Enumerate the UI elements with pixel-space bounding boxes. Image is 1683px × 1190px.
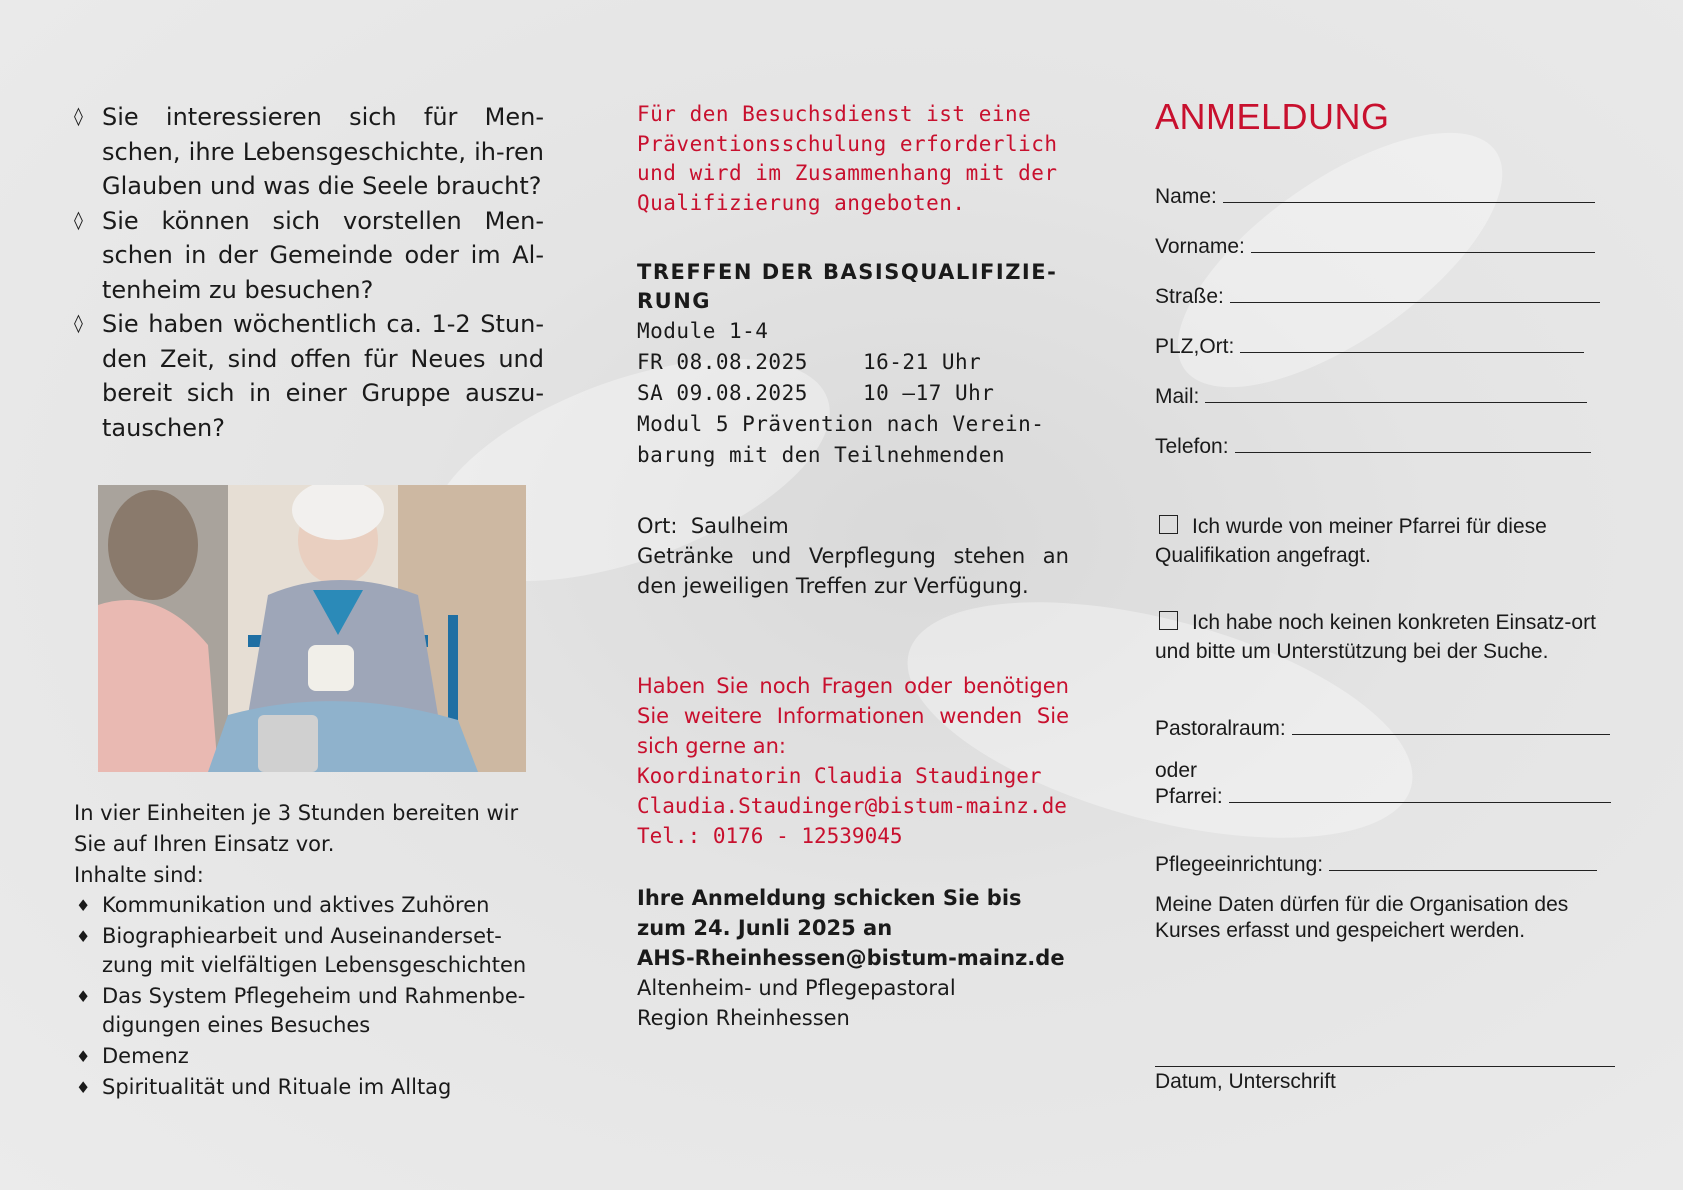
topic-item: ♦ Biographiearbeit und Auseinanderset-zung mit vielfältigen Lebensgeschichten xyxy=(76,924,527,977)
module5-text: Modul 5 Prävention nach Verein-barung mit den Teilnehmenden xyxy=(637,412,1045,467)
column-schedule xyxy=(637,100,1069,1033)
submission-block xyxy=(637,883,1069,1033)
pfarrei-field[interactable]: Pfarrei: xyxy=(1155,784,1625,810)
plz-ort-field[interactable]: PLZ,Ort: xyxy=(1155,322,1625,372)
topic-item: ♦ Kommunikation und aktives Zuhören xyxy=(74,891,544,920)
topic-item: ♦ Demenz xyxy=(74,1042,544,1071)
telefon-input-line[interactable] xyxy=(1235,434,1591,453)
date-row: FR 08.08.2025 16-21 Uhr xyxy=(637,350,982,374)
question-item: ◊ Sie interessieren sich für Men-schen, ihre Lebensgeschichte, ih-ren Glauben und was die Seele braucht? xyxy=(74,100,544,204)
checkbox-pfarrei[interactable]: Ich wurde von meiner Pfarrei für diese Qualifikation angefragt. xyxy=(1155,515,1547,567)
location-block xyxy=(637,511,1069,601)
diamond-filled-icon: ♦ xyxy=(76,987,91,1006)
contact-block xyxy=(637,671,1069,851)
send-email[interactable]: AHS-Rheinhessen@bistum-mainz.de xyxy=(637,946,1065,970)
org-line2: Region Rheinhessen xyxy=(637,1006,850,1030)
strasse-input-line[interactable] xyxy=(1230,284,1600,303)
name-field[interactable]: Name: xyxy=(1155,172,1625,222)
question-list xyxy=(74,100,544,445)
coordinator-email[interactable]: Claudia.Staudinger@bistum-mainz.de xyxy=(637,794,1067,818)
pflege-input-line[interactable] xyxy=(1329,852,1597,871)
schedule-block xyxy=(637,316,1069,471)
consent-text: Meine Daten dürfen für die Organisation des Kurses erfasst und gespeichert werden. xyxy=(1155,893,1569,942)
topic-item: ♦ Das System Pflegeheim und Rahmenbe-digungen eines Besuches xyxy=(76,984,526,1037)
question-item: ◊ Sie haben wöchentlich ca. 1-2 Stun-den Zeit, sind offen für Neues und bereit sich in einer Gruppe auszu-tauschen? xyxy=(74,307,544,445)
vorname-input-line[interactable] xyxy=(1251,234,1595,253)
column-registration-form xyxy=(1155,96,1625,1095)
topic-item: ♦ Spiritualität und Rituale im Alltag xyxy=(74,1073,544,1102)
mail-field[interactable]: Mail: xyxy=(1155,372,1625,422)
diamond-outline-icon: ◊ xyxy=(74,313,83,334)
plz-ort-input-line[interactable] xyxy=(1240,334,1584,353)
checkbox-einsatzort[interactable]: Ich habe noch keinen konkreten Einsatz-ort und bitte um Unterstützung bei der Suche. xyxy=(1155,611,1596,663)
checkbox-icon[interactable] xyxy=(1159,515,1178,534)
date-row: SA 09.08.2025 10 –17 Uhr xyxy=(637,381,995,405)
diamond-filled-icon: ♦ xyxy=(76,927,91,946)
diamond-filled-icon: ♦ xyxy=(76,896,91,915)
topic-list xyxy=(74,891,544,1102)
intro-text: In vier Einheiten je 3 Stunden bereiten wir Sie auf Ihren Einsatz vor. Inhalte sind: xyxy=(74,801,519,887)
strasse-field[interactable]: Straße: xyxy=(1155,272,1625,322)
diamond-filled-icon: ♦ xyxy=(76,1078,91,1097)
name-input-line[interactable] xyxy=(1223,184,1595,203)
signature-line[interactable] xyxy=(1155,1064,1615,1067)
ort-label: Ort: xyxy=(637,514,678,538)
vorname-field[interactable]: Vorname: xyxy=(1155,222,1625,272)
pfarrei-input-line[interactable] xyxy=(1229,784,1611,803)
oder-label: oder xyxy=(1155,759,1198,782)
coordinator-phone: Tel.: 0176 - 12539045 xyxy=(637,824,903,848)
ort-value: Saulheim xyxy=(690,514,789,538)
pflege-field[interactable]: Pflegeeinrichtung: xyxy=(1155,840,1625,890)
column-info xyxy=(74,100,544,1104)
photo-elderly-woman-wheelchair xyxy=(98,485,526,772)
form-title: ANMELDUNG xyxy=(1155,96,1390,137)
diamond-outline-icon: ◊ xyxy=(74,106,83,127)
signature-label: Datum, Unterschrift xyxy=(1155,1070,1336,1093)
catering-text: Getränke und Verpflegung stehen an den jeweiligen Treffen zur Verfügung. xyxy=(637,544,1069,598)
diamond-filled-icon: ♦ xyxy=(76,1047,91,1066)
send-text: Ihre Anmeldung schicken Sie bis zum 24. Junli 2025 an xyxy=(637,886,1022,940)
prevention-note: Für den Besuchsdienst ist eine Präventionsschulung erforderlich und wird im Zusammenhang mit der Qualifizierung angeboten. xyxy=(637,102,1058,215)
diamond-outline-icon: ◊ xyxy=(74,209,83,231)
mail-input-line[interactable] xyxy=(1205,384,1587,403)
pastoralraum-field[interactable]: Pastoralraum: xyxy=(1155,704,1625,754)
checkbox-icon[interactable] xyxy=(1159,611,1178,630)
questions-text: Haben Sie noch Fragen oder benötigen Sie weitere Informationen wenden Sie sich gerne an: xyxy=(637,674,1069,758)
coordinator-name: Koordinatorin Claudia Staudinger xyxy=(637,764,1042,788)
org-line1: Altenheim- und Pflegepastoral xyxy=(637,976,956,1000)
schedule-heading: TREFFEN DER BASISQUALIFIZIE-RUNG xyxy=(637,260,1058,313)
modules-label: Module 1-4 xyxy=(637,319,769,343)
question-item: ◊ Sie können sich vorstellen Men-schen in der Gemeinde oder im Al-tenheim zu besuchen? xyxy=(74,204,544,308)
telefon-field[interactable]: Telefon: xyxy=(1155,422,1625,472)
pastoralraum-input-line[interactable] xyxy=(1292,716,1610,735)
